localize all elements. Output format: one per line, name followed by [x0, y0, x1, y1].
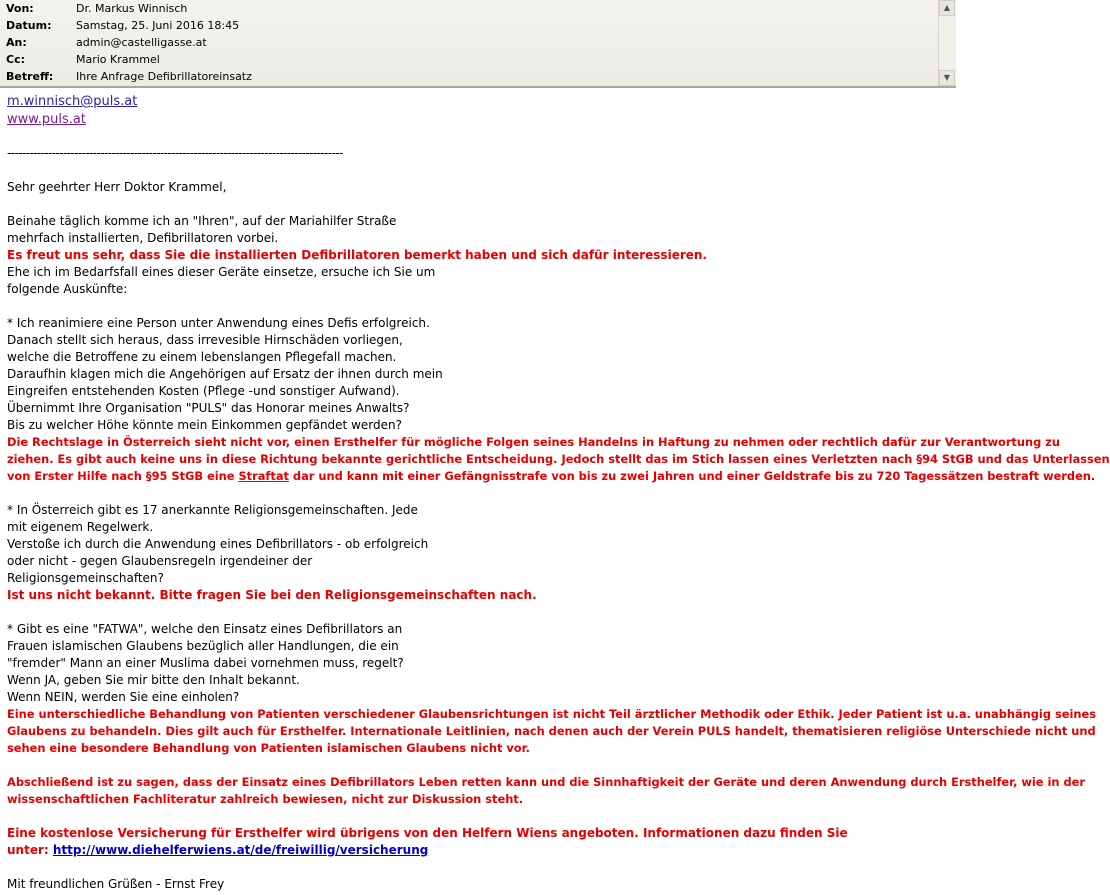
sender-name: Dr. Markus Winnisch [76, 2, 188, 15]
question-text: Übernimmt Ihre Organisation "PULS" das Honorar meines Anwalts? [7, 401, 410, 415]
question-text: Beinahe täglich komme ich an "Ihren", auf der Mariahilfer Straße [7, 214, 397, 228]
answer-text-part: von Erster Hilfe nach §95 StGB eine [7, 469, 239, 483]
question-text: folgende Auskünfte: [7, 282, 128, 296]
insurance-text [7, 842, 428, 859]
message-body [0, 90, 1110, 895]
sent-date: Samstag, 25. Juni 2016 18:45 [76, 19, 240, 32]
question-text: * In Österreich gibt es 17 anerkannte Religionsgemeinschaften. Jede [7, 503, 418, 517]
insurance-text: Eine kostenlose Versicherung für Ersthelfer wird übrigens von den Helfern Wiens angeboten. Informationen dazu finden Sie [7, 826, 848, 840]
question-text: oder nicht - gegen Glaubensregeln irgendeiner der [7, 554, 313, 568]
answer-text [7, 468, 1095, 485]
separator-line: ------------------------------------------------------------------------------------------ [7, 146, 343, 160]
answer-text: Eine unterschiedliche Behandlung von Patienten verschiedener Glaubensrichtungen ist nicht Teil ärztlicher Methodik oder Ethik. Jeder Patient ist u.a. unabhängig seines [7, 707, 1096, 721]
closing-text: Abschließend ist zu sagen, dass der Einsatz eines Defibrillators Leben retten kann und die Sinnhaftigkeit der Geräte und deren Anwendung durch Ersthelfer, wie in der [7, 775, 1085, 789]
scroll-up-arrow-icon[interactable]: ▲ [939, 0, 955, 16]
answer-text: Glaubens zu behandeln. Dies gilt auch für Ersthelfer. Internationale Leitlinien, nach denen auch der Verein PULS handelt, thematisieren religiöse Unterschiede nicht und [7, 724, 1096, 738]
question-text: Bis zu welcher Höhe könnte mein Einkommen gepfändet werden? [7, 418, 402, 432]
recipient-address: admin@castelligasse.at [76, 36, 207, 49]
salutation: Sehr geehrter Herr Doktor Krammel, [7, 180, 227, 194]
header-label: Betreff: [6, 70, 54, 83]
insurance-url-link[interactable]: http://www.diehelferwiens.at/de/freiwillig/versicherung [52, 843, 429, 857]
header-label: Cc: [6, 53, 25, 66]
question-text: Wenn JA, geben Sie mir bitte den Inhalt bekannt. [7, 673, 300, 687]
answer-text: ziehen. Es gibt auch keine uns in diese Richtung bekannte gerichtliche Entscheidung. Jedoch stellt das im Stich lassen eines Verletzten nach §94 StGB und das Unterlassen [7, 452, 1110, 466]
email-link-row [7, 93, 137, 110]
question-text: Wenn NEIN, werden Sie eine einholen? [7, 690, 240, 704]
question-text: Ehe ich im Bedarfsfall eines dieser Geräte einsetze, ersuche ich Sie um [7, 265, 436, 279]
question-text: mehrfach installierten, Defibrillatoren vorbei. [7, 231, 279, 245]
signature: Mit freundlichen Grüßen - Ernst Frey [7, 877, 225, 891]
web-link-row [7, 111, 86, 128]
header-label: Datum: [6, 19, 52, 32]
answer-text-part: dar und kann mit einer Gefängnisstrafe von bis zu zwei Jahren und einer Geldstrafe bis zu 720 Tagessätzen bestraft werden. [288, 469, 1096, 483]
question-text: Daraufhin klagen mich die Angehörigen auf Ersatz der ihnen durch mein [7, 367, 443, 381]
header-label: Von: [6, 2, 34, 15]
closing-text: wissenschaftlichen Fachliteratur zahlreich bewiesen, nicht zur Diskussion steht. [7, 792, 524, 806]
header-scrollbar[interactable] [938, 0, 956, 86]
answer-text: Es freut uns sehr, dass Sie die installierten Defibrillatoren bemerkt haben und sich dafür interessieren. [7, 248, 707, 262]
answer-text: Ist uns nicht bekannt. Bitte fragen Sie bei den Religionsgemeinschaften nach. [7, 588, 537, 602]
subject: Ihre Anfrage Defibrillatoreinsatz [76, 70, 252, 83]
email-link[interactable]: m.winnisch@puls.at [7, 94, 138, 109]
question-text: Verstoße ich durch die Anwendung eines Defibrillators - ob erfolgreich [7, 537, 429, 551]
question-text: "fremder" Mann an einer Muslima dabei vornehmen muss, regelt? [7, 656, 404, 670]
question-text: Frauen islamischen Glaubens bezüglich aller Handlungen, die ein [7, 639, 399, 653]
answer-text: Die Rechtslage in Österreich sieht nicht vor, einen Ersthelfer für mögliche Folgen seines Handelns in Haftung zu nehmen oder rechtlich dafür zur Verantwortung zu [7, 435, 1060, 449]
insurance-prefix: unter: [7, 843, 53, 857]
question-text: Danach stellt sich heraus, dass irrevesible Hirnschäden vorliegen, [7, 333, 403, 347]
cc-recipient: Mario Krammel [76, 53, 160, 66]
answer-text: sehen eine besondere Behandlung von Patienten islamischen Glaubens nicht vor. [7, 741, 530, 755]
question-text: Religionsgemeinschaften? [7, 571, 164, 585]
website-link[interactable]: www.puls.at [7, 112, 86, 127]
question-text: * Gibt es eine "FATWA", welche den Einsatz eines Defibrillators an [7, 622, 403, 636]
scroll-down-arrow-icon[interactable]: ▼ [939, 70, 955, 86]
question-text: * Ich reanimiere eine Person unter Anwendung eines Defis erfolgreich. [7, 316, 430, 330]
email-header [0, 0, 956, 88]
header-label: An: [6, 36, 27, 49]
question-text: Eingreifen entstehenden Kosten (Pflege -und sonstiger Aufwand). [7, 384, 400, 398]
question-text: mit eigenem Regelwerk. [7, 520, 154, 534]
straftat-link[interactable]: Straftat [238, 469, 289, 483]
question-text: welche die Betroffene zu einem lebenslangen Pflegefall machen. [7, 350, 397, 364]
